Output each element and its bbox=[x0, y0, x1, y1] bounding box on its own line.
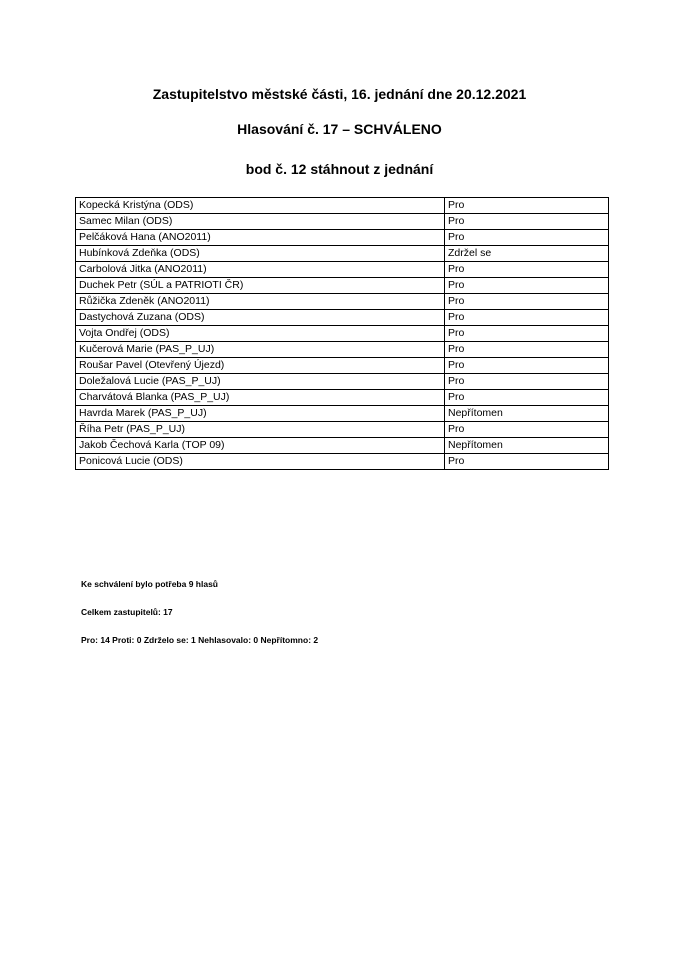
vote-title: Hlasování č. 17 – SCHVÁLENO bbox=[237, 121, 442, 137]
member-vote-cell: Pro bbox=[445, 294, 609, 310]
member-name-cell: Růžička Zdeněk (ANO2011) bbox=[76, 294, 445, 310]
member-name-cell: Hubínková Zdeňka (ODS) bbox=[76, 246, 445, 262]
member-name-cell: Havrda Marek (PAS_P_UJ) bbox=[76, 406, 445, 422]
table-row bbox=[76, 390, 609, 406]
member-name-cell: Ponicová Lucie (ODS) bbox=[76, 454, 445, 470]
member-vote-cell: Pro bbox=[445, 374, 609, 390]
member-name-cell: Roušar Pavel (Otevřený Újezd) bbox=[76, 358, 445, 374]
member-vote-cell: Zdržel se bbox=[445, 246, 609, 262]
table-row bbox=[76, 358, 609, 374]
member-vote-cell: Pro bbox=[445, 326, 609, 342]
member-vote-cell: Pro bbox=[445, 310, 609, 326]
member-name-cell: Vojta Ondřej (ODS) bbox=[76, 326, 445, 342]
member-vote-cell: Pro bbox=[445, 278, 609, 294]
member-name-cell: Dastychová Zuzana (ODS) bbox=[76, 310, 445, 326]
member-name-cell: Pelčáková Hana (ANO2011) bbox=[76, 230, 445, 246]
table-row bbox=[76, 342, 609, 358]
member-name-cell: Doležalová Lucie (PAS_P_UJ) bbox=[76, 374, 445, 390]
member-vote-cell: Pro bbox=[445, 342, 609, 358]
table-row bbox=[76, 262, 609, 278]
table-row bbox=[76, 438, 609, 454]
member-name-cell: Říha Petr (PAS_P_UJ) bbox=[76, 422, 445, 438]
member-name-cell: Duchek Petr (SÚL a PATRIOTI ČR) bbox=[76, 278, 445, 294]
member-name-cell: Samec Milan (ODS) bbox=[76, 214, 445, 230]
member-vote-cell: Pro bbox=[445, 358, 609, 374]
votes-table-body bbox=[76, 198, 609, 470]
member-vote-cell: Pro bbox=[445, 390, 609, 406]
table-row bbox=[76, 230, 609, 246]
member-name-cell: Charvátová Blanka (PAS_P_UJ) bbox=[76, 390, 445, 406]
member-vote-cell: Pro bbox=[445, 230, 609, 246]
table-row bbox=[76, 326, 609, 342]
table-row bbox=[76, 422, 609, 438]
member-vote-cell: Pro bbox=[445, 454, 609, 470]
table-row bbox=[76, 214, 609, 230]
table-row bbox=[76, 454, 609, 470]
member-vote-cell: Pro bbox=[445, 214, 609, 230]
agenda-item-title: bod č. 12 stáhnout z jednání bbox=[245, 161, 434, 177]
table-row bbox=[76, 278, 609, 294]
member-vote-cell: Pro bbox=[445, 262, 609, 278]
table-row bbox=[76, 294, 609, 310]
table-row bbox=[76, 374, 609, 390]
member-vote-cell: Pro bbox=[445, 198, 609, 214]
table-row bbox=[76, 310, 609, 326]
document-title: Zastupitelstvo městské části, 16. jednání dne 20.12.2021 bbox=[152, 86, 527, 102]
member-vote-cell: Pro bbox=[445, 422, 609, 438]
total-members-text: Celkem zastupitelů: 17 bbox=[81, 607, 173, 617]
member-vote-cell: Nepřítomen bbox=[445, 438, 609, 454]
member-vote-cell: Nepřítomen bbox=[445, 406, 609, 422]
required-votes-text: Ke schválení bylo potřeba 9 hlasů bbox=[81, 579, 218, 589]
member-name-cell: Carbolová Jitka (ANO2011) bbox=[76, 262, 445, 278]
table-row bbox=[76, 406, 609, 422]
table-row bbox=[76, 246, 609, 262]
votes-table bbox=[75, 197, 609, 470]
table-row bbox=[76, 198, 609, 214]
member-name-cell: Jakob Čechová Karla (TOP 09) bbox=[76, 438, 445, 454]
vote-counts-text: Pro: 14 Proti: 0 Zdrželo se: 1 Nehlasovalo: 0 Nepřítomno: 2 bbox=[81, 635, 319, 645]
member-name-cell: Kopecká Kristýna (ODS) bbox=[76, 198, 445, 214]
member-name-cell: Kučerová Marie (PAS_P_UJ) bbox=[76, 342, 445, 358]
